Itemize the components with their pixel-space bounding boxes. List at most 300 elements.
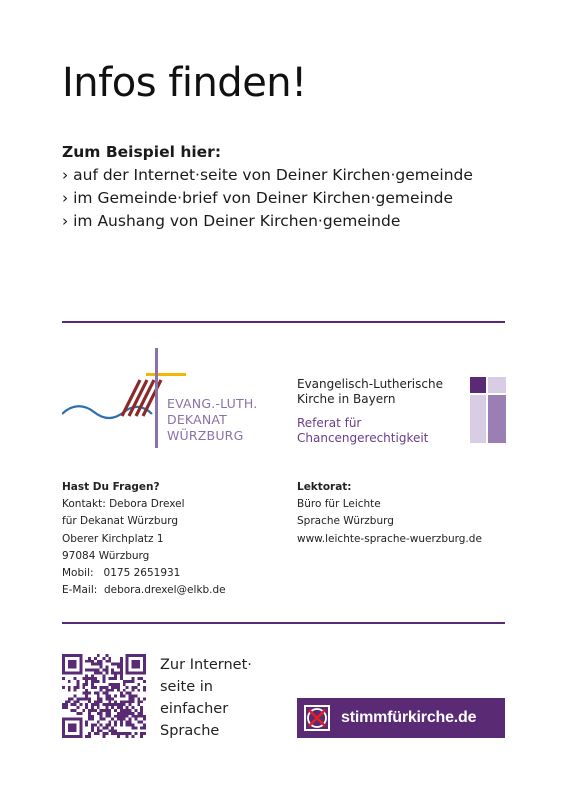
qr-module [82,697,85,700]
qr-module [117,686,120,689]
qr-module [88,668,91,671]
qr-module [132,660,135,663]
qr-module [105,666,108,669]
qr-module [79,697,82,700]
qr-module [100,686,103,689]
qr-module [105,695,108,698]
qr-module [105,706,108,709]
qr-module [103,732,106,735]
qr-module [120,706,123,709]
qr-module [126,657,129,660]
qr-module [105,709,108,712]
qr-module [94,709,97,712]
qr-module [71,724,74,727]
qr-module [132,654,135,657]
qr-module [100,700,103,703]
contact-line: 97084 Würzburg [62,549,150,562]
lektorat-line: Sprache Würzburg [297,515,394,528]
qr-module [123,689,126,692]
qr-module [100,689,103,692]
qr-module [68,700,71,703]
qr-module [140,735,143,738]
qr-module [126,671,129,674]
qr-module [140,732,143,735]
qr-module [100,712,103,715]
qr-module [65,671,68,674]
contact-heading: Hast Du Fragen? [62,481,160,493]
qr-module [126,660,129,663]
qr-module [74,663,77,666]
qr-module [120,718,123,721]
qr-module [120,657,123,660]
qr-module [134,695,137,698]
qr-module [105,715,108,718]
qr-module [105,686,108,689]
qr-module [143,654,146,657]
qr-module [68,735,71,738]
qr-module [68,660,71,663]
examples-item: › auf der Internet·seite von Deiner Kirchen·gemeinde [62,166,473,184]
qr-module [129,703,132,706]
qr-module [79,660,82,663]
dekanat-logo-line: EVANG.-LUTH. [167,396,258,411]
qr-module [105,703,108,706]
qr-module [65,654,68,657]
lektorat-block [297,479,482,548]
qr-module [68,686,71,689]
qr-code-icon[interactable] [62,654,146,738]
qr-module [134,686,137,689]
qr-module [62,726,65,729]
qr-module [82,692,85,695]
qr-module [137,660,140,663]
qr-module [126,654,129,657]
qr-module [62,735,65,738]
qr-module [132,671,135,674]
qr-module [91,677,94,680]
qr-module [74,735,77,738]
qr-module [111,686,114,689]
qr-module [132,686,135,689]
qr-module [79,657,82,660]
qr-module [88,718,91,721]
qr-module [132,695,135,698]
qr-module [94,703,97,706]
qr-module [120,721,123,724]
qr-module [114,686,117,689]
qr-module [126,735,129,738]
qr-module [129,724,132,727]
qr-module [74,709,77,712]
qr-module [134,732,137,735]
qr-module [137,677,140,680]
qr-module [97,668,100,671]
contact-line: Kontakt: Debora Drexel [62,498,185,511]
qr-module [97,721,100,724]
qr-module [68,729,71,732]
qr-module [62,703,65,706]
qr-module [76,718,79,721]
qr-module [85,735,88,738]
qr-module [143,724,146,727]
qr-module [123,695,126,698]
qr-module [114,683,117,686]
qr-module [100,697,103,700]
qr-module [103,686,106,689]
qr-module [91,683,94,686]
qr-module [120,709,123,712]
qr-module [79,718,82,721]
qr-module [126,712,129,715]
qr-module [108,697,111,700]
qr-module [105,732,108,735]
qr-module [88,700,91,703]
qr-module [85,680,88,683]
qr-module [117,712,120,715]
qr-module [108,660,111,663]
qr-module [123,703,126,706]
qr-module [117,703,120,706]
qr-module [108,724,111,727]
qr-module [120,724,123,727]
qr-module [143,668,146,671]
qr-module [62,686,65,689]
qr-module [97,706,100,709]
qr-module [103,674,106,677]
qr-module [108,700,111,703]
stimmfuerkirche-badge[interactable] [297,698,505,738]
qr-module [94,732,97,735]
qr-module [120,712,123,715]
qr-module [85,703,88,706]
qr-module [143,660,146,663]
qr-module [85,674,88,677]
qr-module [134,726,137,729]
qr-module [71,654,74,657]
qr-module [71,718,74,721]
qr-module [114,700,117,703]
qr-module [85,697,88,700]
qr-module [91,686,94,689]
qr-module [126,709,129,712]
qr-module [126,666,129,669]
qr-caption-line: Sprache [160,723,220,739]
qr-module [126,700,129,703]
qr-module [137,700,140,703]
qr-module [74,666,77,669]
qr-module [74,726,77,729]
qr-module [79,729,82,732]
qr-module [100,729,103,732]
qr-module [74,703,77,706]
qr-module [134,715,137,718]
qr-module [129,732,132,735]
qr-module [108,729,111,732]
qr-module [120,660,123,663]
qr-module [134,718,137,721]
qr-module [140,709,143,712]
qr-module [140,654,143,657]
qr-module [105,689,108,692]
qr-module [68,680,71,683]
qr-module [103,677,106,680]
qr-module [68,718,71,721]
qr-module [123,700,126,703]
qr-module [114,663,117,666]
qr-module [85,660,88,663]
qr-module [65,718,68,721]
qr-module [65,700,68,703]
qr-module [134,654,137,657]
qr-module [76,735,79,738]
qr-module [120,666,123,669]
qr-module [123,732,126,735]
qr-module [62,666,65,669]
qr-module [108,683,111,686]
qr-module [76,706,79,709]
qr-module [85,668,88,671]
qr-module [134,666,137,669]
qr-module [68,689,71,692]
qr-module [103,718,106,721]
qr-caption-line: Zur Internet· [160,657,252,673]
qr-module [114,721,117,724]
qr-module [97,695,100,698]
qr-module [143,726,146,729]
qr-module [91,715,94,718]
qr-module [126,732,129,735]
contact-email[interactable]: E-Mail: debora.drexel@elkb.de [62,584,226,597]
qr-module [108,695,111,698]
qr-module [62,718,65,721]
qr-module [85,721,88,724]
qr-module [129,680,132,683]
qr-module [88,692,91,695]
qr-module [134,663,137,666]
lektorat-heading: Lektorat: [297,481,352,493]
qr-module [132,689,135,692]
qr-module [137,683,140,686]
qr-module [94,686,97,689]
qr-module [71,735,74,738]
qr-module [132,706,135,709]
qr-module [97,700,100,703]
qr-module [120,695,123,698]
qr-module [62,706,65,709]
qr-module [71,660,74,663]
qr-module [129,692,132,695]
qr-module [74,695,77,698]
qr-module [94,668,97,671]
qr-module [120,715,123,718]
qr-module [79,666,82,669]
qr-module [74,689,77,692]
qr-module [71,666,74,669]
qr-module [79,654,82,657]
qr-module [91,729,94,732]
qr-module [143,657,146,660]
qr-module [111,668,114,671]
badge-label: stimmfürkirche.de [341,709,477,726]
qr-module [97,703,100,706]
qr-module [103,703,106,706]
qr-module [74,700,77,703]
qr-module [111,683,114,686]
qr-module [91,663,94,666]
qr-module [62,660,65,663]
qr-module [108,657,111,660]
qr-module [94,700,97,703]
qr-module [79,703,82,706]
qr-module [103,657,106,660]
qr-module [143,680,146,683]
qr-module [76,712,79,715]
qr-module [103,726,106,729]
qr-module [132,680,135,683]
qr-module [71,663,74,666]
qr-module [97,663,100,666]
qr-module [114,671,117,674]
qr-module [76,654,79,657]
qr-module [126,706,129,709]
elkb-referat [297,416,428,446]
qr-module [76,700,79,703]
qr-module [137,703,140,706]
qr-module [143,689,146,692]
qr-module [137,671,140,674]
qr-module [120,700,123,703]
qr-module [100,660,103,663]
qr-module [143,732,146,735]
qr-module [79,671,82,674]
qr-module [79,668,82,671]
qr-module [82,683,85,686]
qr-module [117,715,120,718]
qr-module [126,692,129,695]
qr-module [105,692,108,695]
qr-module [97,712,100,715]
qr-module [105,697,108,700]
qr-module [88,677,91,680]
qr-module [108,689,111,692]
qr-module [100,671,103,674]
qr-module [129,712,132,715]
qr-module [129,721,132,724]
qr-module [117,683,120,686]
qr-module [97,654,100,657]
qr-module [94,677,97,680]
qr-module [85,683,88,686]
qr-module [123,715,126,718]
qr-module [97,732,100,735]
qr-module [105,671,108,674]
qr-module [120,674,123,677]
qr-module [103,680,106,683]
qr-module [62,654,65,657]
qr-module [74,677,77,680]
qr-module [117,663,120,666]
qr-module [134,671,137,674]
qr-module [91,709,94,712]
qr-module [97,692,100,695]
examples-item: › im Gemeinde·brief von Deiner Kirchen·gemeinde [62,189,454,207]
qr-module [132,700,135,703]
qr-module [65,735,68,738]
qr-module [108,703,111,706]
qr-module [137,654,140,657]
qr-module [114,729,117,732]
qr-module [76,697,79,700]
qr-module [85,724,88,727]
qr-module [97,697,100,700]
qr-module [74,718,77,721]
qr-module [100,663,103,666]
qr-module [111,732,114,735]
qr-module [76,683,79,686]
qr-module [88,732,91,735]
qr-module [85,677,88,680]
qr-module [71,697,74,700]
qr-module [111,677,114,680]
qr-module [100,715,103,718]
examples-item: › im Aushang von Deiner Kirchen·gemeinde [62,212,401,230]
qr-module [62,671,65,674]
qr-module [71,726,74,729]
page-title: Infos finden! [62,60,307,106]
qr-module [88,715,91,718]
elkb-logo-name [297,377,443,407]
qr-module [105,726,108,729]
qr-module [103,668,106,671]
qr-module [103,692,106,695]
qr-module [105,668,108,671]
qr-module [120,692,123,695]
qr-module [129,697,132,700]
qr-module [85,689,88,692]
qr-module [137,697,140,700]
qr-module [94,692,97,695]
contact-block [62,479,226,599]
qr-module [143,666,146,669]
qr-module [129,654,132,657]
qr-module [132,663,135,666]
qr-module [140,700,143,703]
qr-module [68,697,71,700]
elkb-referat-line: Referat für [297,416,362,430]
qr-module [94,724,97,727]
qr-module [140,721,143,724]
qr-module [143,697,146,700]
qr-module [120,677,123,680]
qr-module [111,703,114,706]
lektorat-website-link[interactable]: www.leichte-sprache-wuerzburg.de [297,532,482,545]
qr-module [62,729,65,732]
qr-module [126,715,129,718]
qr-module [120,671,123,674]
qr-module [132,697,135,700]
qr-module [91,724,94,727]
qr-module [111,663,114,666]
qr-module [68,726,71,729]
qr-module [108,721,111,724]
qr-module [132,666,135,669]
qr-module [111,697,114,700]
qr-module [140,726,143,729]
qr-module [74,654,77,657]
qr-module [62,657,65,660]
qr-module [143,686,146,689]
qr-module [91,726,94,729]
